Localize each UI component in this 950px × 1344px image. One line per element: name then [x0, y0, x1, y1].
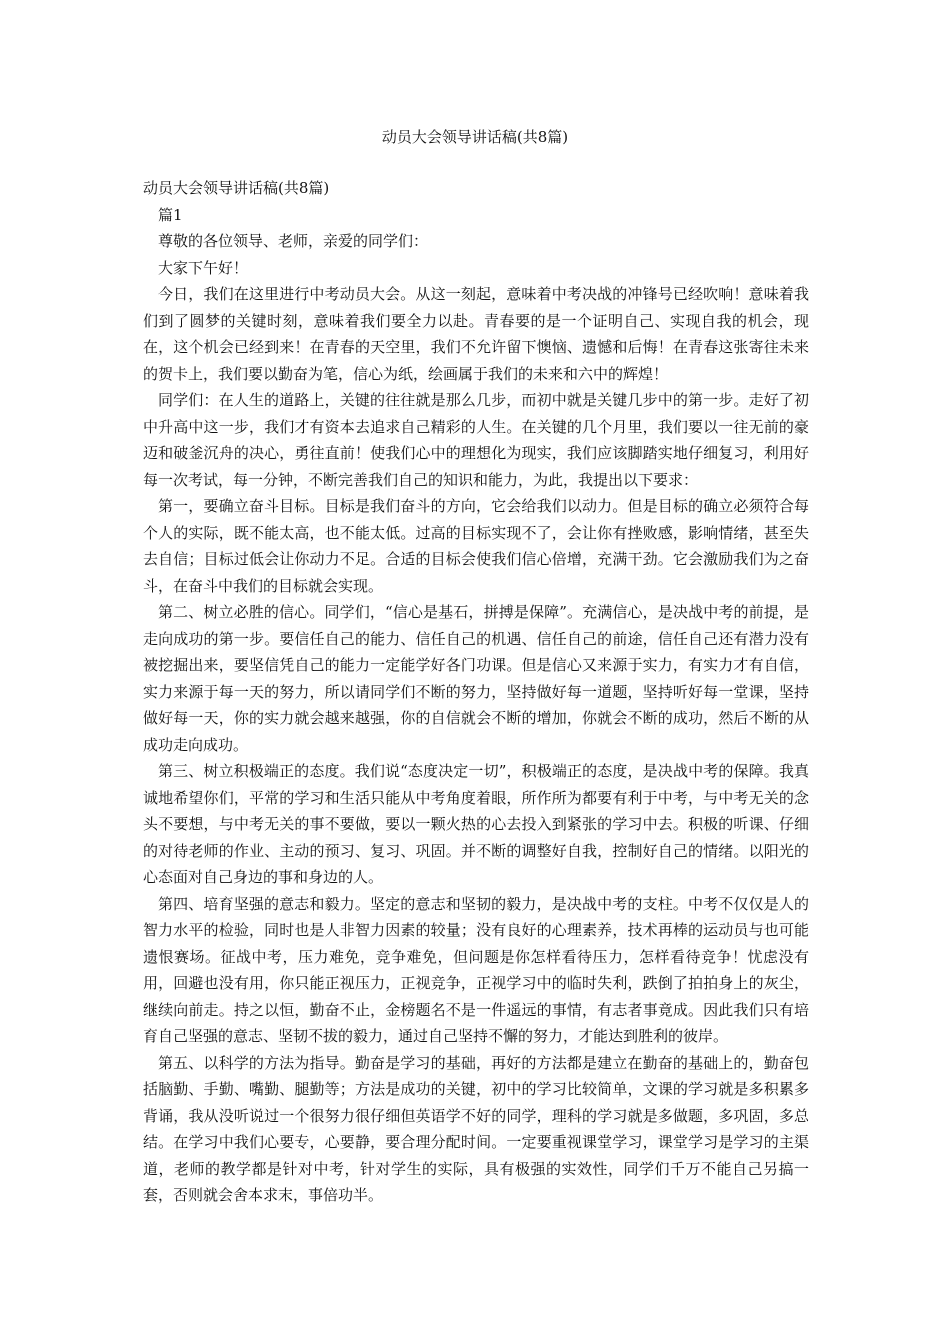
salutation: 尊敬的各位领导、老师，亲爱的同学们：	[158, 232, 429, 250]
paragraph: 第四、培育坚强的意志和毅力。坚定的意志和坚韧的毅力，是决战中考的支柱。中考不仅仅是人的智力水平的检验，同时也是人非智力因素的较量；没有良好的心理素养，技术再棒的运动员与也可能遗恨赛场。征战中考，压力难免，竞争难免，但问题是你怎样看待压力，怎样看待竞争！忧虑没有用，回避也没有用，你只能正视压力，正视竞争，正视学习中的临时失利，跌倒了拍拍身上的灰尘，继续向前走。持之以恒，勤奋不止，金榜题名不是一件遥远的事情，有志者事竟成。因此我们只有培育自己坚强的意志、坚韧不拔的毅力，通过自己坚持不懈的努力，才能达到胜利的彼岸。	[143, 894, 809, 1045]
paragraph: 第二、树立必胜的信心。同学们，“信心是基石，拼搏是保障”。充满信心，是决战中考的前提，是走向成功的第一步。要信任自己的能力、信任自己的机遇、信任自己的前途，信任自己还有潜力没有被挖掘出来，要坚信凭自己的能力一定能学好各门功课。但是信心又来源于实力，有实力才有自信，实力来源于每一天的努力，所以请同学们不断的努力，坚持做好每一道题，坚持听好每一堂课，坚持做好每一天，你的实力就会越来越强，你的自信就会不断的增加，你就会不断的成功，然后不断的从成功走向成功。	[143, 603, 809, 754]
document-title: 动员大会领导讲话稿(共8篇)	[381, 128, 569, 146]
paragraph: 同学们：在人生的道路上，关键的往往就是那么几步，而初中就是关键几步中的第一步。走好了初中升高中这一步，我们才有资本去追求自己精彩的人生。在关键的几个月里，我们要以一往无前的豪迈和破釜沉舟的决心，勇往直前！使我们心中的理想化为现实，我们应该脚踏实地仔细复习，利用好每一次考试，每一分钟，不断完善我们自己的知识和能力，为此，我提出以下要求：	[143, 391, 809, 489]
document-body	[143, 175, 809, 1209]
paragraph: 第三、树立积极端正的态度。我们说“态度决定一切”，积极端正的态度，是决战中考的保障。我真诚地希望你们，平常的学习和生活只能从中考角度着眼，所作所为都要有利于中考，与中考无关的念头不要想，与中考无关的事不要做，要以一颗火热的心去投入到紧张的学习中去。积极的听课、仔细的对待老师的作业、主动的预习、复习、巩固。并不断的调整好自我，控制好自己的情绪。以阳光的心态面对自己身边的事和身边的人。	[143, 762, 809, 886]
paragraph: 第五、以科学的方法为指导。勤奋是学习的基础，再好的方法都是建立在勤奋的基础上的，勤奋包括脑勤、手勤、嘴勤、腿勤等；方法是成功的关键，初中的学习比较简单，文课的学习就是多积累多背诵，我从没听说过一个很努力很仔细但英语学不好的同学，理科的学习就是多做题，多巩固，多总结。在学习中我们心要专，心要静，要合理分配时间。一定要重视课堂学习，课堂学习是学习的主渠道，老师的教学都是针对中考，针对学生的实际，具有极强的实效性，同学们千万不能自己另搞一套，否则就会舍本求末，事倍功半。	[143, 1053, 809, 1204]
greeting: 大家下午好！	[158, 258, 249, 277]
paragraph: 第一，要确立奋斗目标。目标是我们奋斗的方向，它会给我们以动力。但是目标的确立必须符合每个人的实际，既不能太高，也不能太低。过高的目标实现不了，会让你有挫败感，影响情绪，甚至失去自信；目标过低会让你动力不足。合适的目标会使我们信心倍增，充满干劲。它会激励我们为之奋斗，在奋斗中我们的目标就会实现。	[143, 497, 809, 595]
section-label: 篇1	[158, 205, 183, 224]
document-subtitle: 动员大会领导讲话稿(共8篇)	[143, 179, 330, 197]
paragraph: 今日，我们在这里进行中考动员大会。从这一刻起，意味着中考决战的冲锋号已经吹响！意味着我们到了圆梦的关键时刻，意味着我们要全力以赴。青春要的是一个证明自己、实现自我的机会，现在，这个机会已经到来！在青春的天空里，我们不允许留下懊恼、遗憾和后悔！在青春这张寄往未来的贺卡上，我们要以勤奋为笔，信心为纸，绘画属于我们的未来和六中的辉煌！	[143, 285, 809, 383]
